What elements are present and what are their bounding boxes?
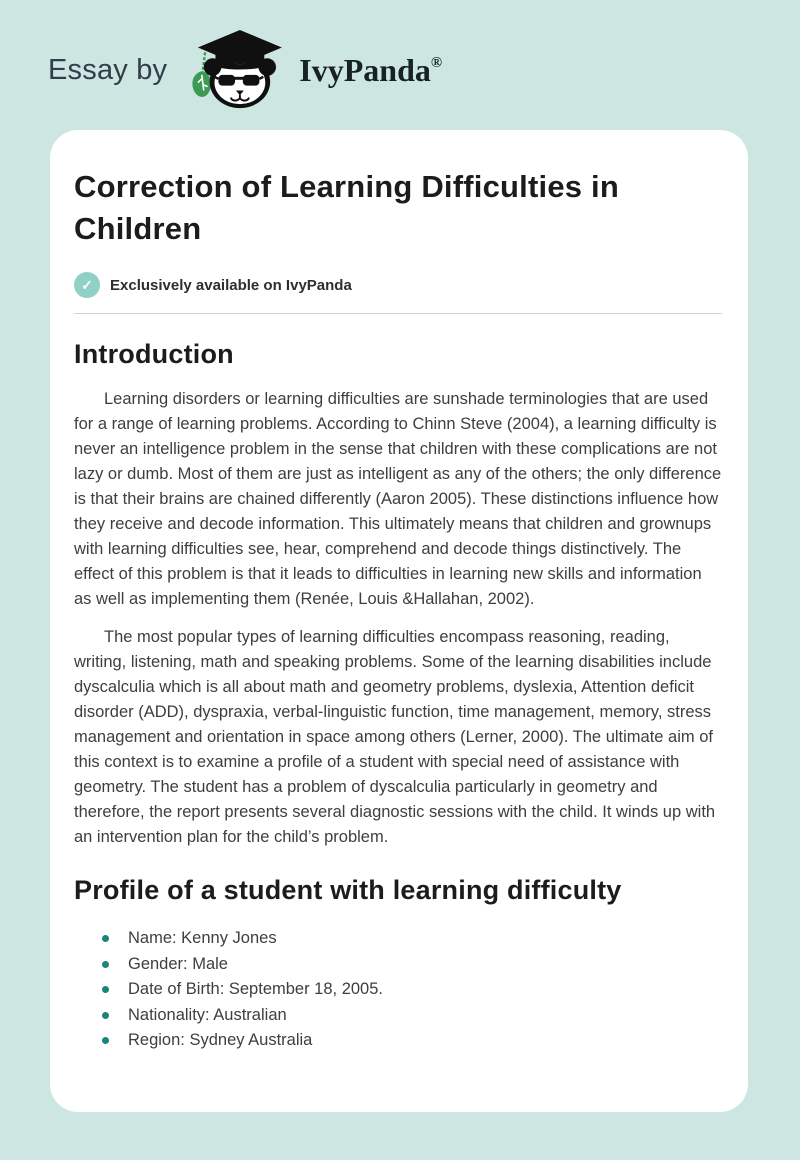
essay-card	[50, 130, 748, 1112]
registered-mark: ®	[430, 54, 443, 71]
profile-heading: Profile of a student with learning difficulty	[74, 875, 622, 905]
profile-list	[74, 926, 722, 1053]
essay-by-label: Essay by	[48, 53, 168, 86]
intro-paragraph-2: The most popular types of learning difficulties encompass reasoning, reading, writing, listening, math and speaking problems. Some of the learning disabilities include dyscalculia which is all about math and geometry problems, dyslexia, Attention deficit disorder (ADD), dyspraxia, verbal-linguistic function, time management, memory, stress management and orientation in space among others (Lerner, 2000). The ultimate aim of this context is to examine a profile of a student with special need of assistance with geometry. The student has a problem of dyscalculia particularly in geometry and therefore, the report presents several diagnostic sessions with the child. It winds up with an intervention plan for the child’s problem.	[74, 628, 716, 846]
exclusive-badge	[74, 272, 722, 298]
page-title: Correction of Learning Difficulties in Children	[74, 169, 619, 246]
introduction-heading: Introduction	[74, 339, 234, 369]
list-item-name: Name: Kenny Jones	[74, 926, 722, 951]
list-item-gender: Gender: Male	[74, 952, 722, 977]
check-icon: ✓	[74, 272, 100, 298]
list-item-region: Region: Sydney Australia	[74, 1028, 722, 1053]
ivypanda-panda-logo-icon	[185, 28, 285, 112]
intro-paragraph-1: Learning disorders or learning difficulties are sunshade terminologies that are used for a range of learning problems. According to Chinn Steve (2004), a learning difficulty is never an intelligence problem in the sense that children with these complications are not lazy or dumb. Most of them are just as intelligent as any of the others; the only difference is that their brains are chained differently (Aaron 2005). These distinctions influence how they receive and decode information. This ultimately means that children and grownups with learning difficulties see, hear, comprehend and decode things distinctively. The effect of this problem is that it leads to difficulties in learning new skills and information as well as implementing them (Renée, Louis &Hallahan, 2002).	[74, 390, 722, 608]
divider	[74, 313, 722, 314]
brand-name: IvyPanda®	[299, 51, 443, 88]
list-item-nationality: Nationality: Australian	[74, 1003, 722, 1028]
list-item-dob: Date of Birth: September 18, 2005.	[74, 977, 722, 1002]
site-header	[0, 0, 800, 130]
exclusive-badge-label: Exclusively available on IvyPanda	[110, 276, 352, 294]
